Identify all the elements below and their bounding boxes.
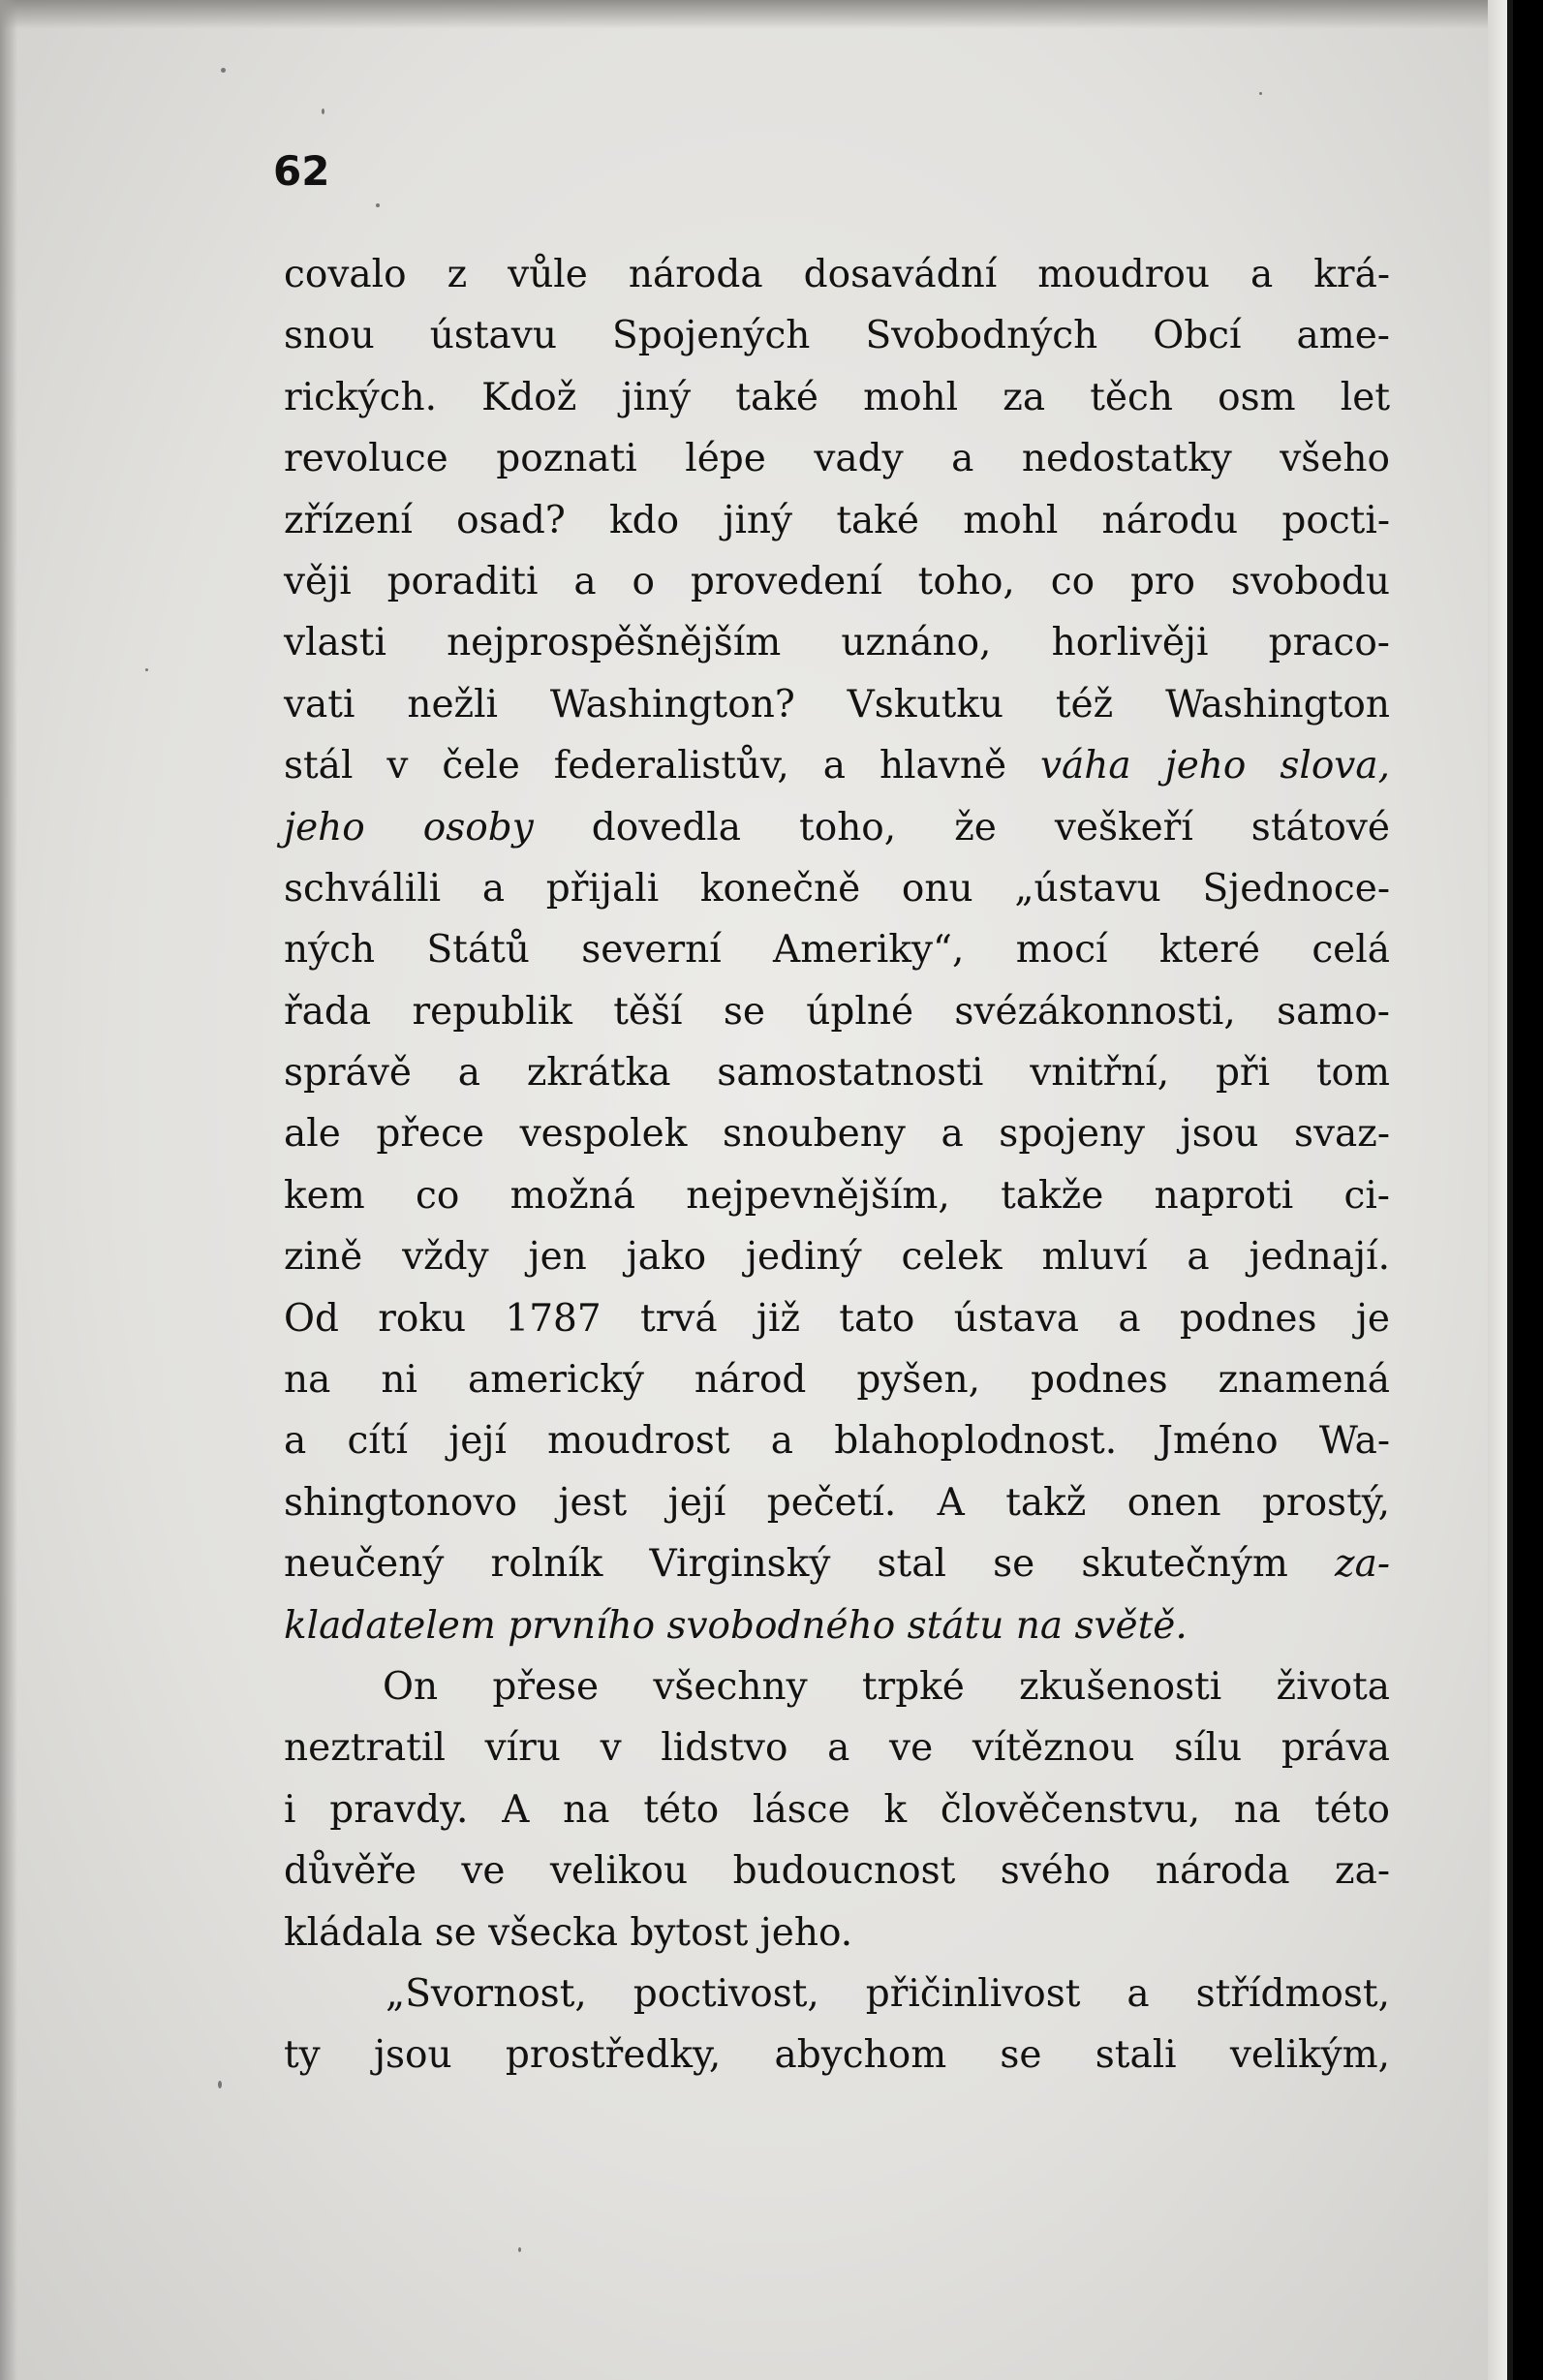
text-line [284,919,1390,980]
text-run: ale přece vespolek snoubeny a spojeny jsou svaz- [284,1112,1390,1157]
scan-speck [221,68,226,73]
text-line [284,1288,1390,1349]
text-run: kem co možná nejpevnějším, takže naproti ci- [284,1173,1390,1218]
text-run: Od roku 1787 trvá již tato ústava a podnes je [284,1296,1390,1341]
scan-left-shadow [0,0,17,2380]
text-line [284,1410,1390,1471]
text-line [284,858,1390,919]
text-line [284,1165,1390,1226]
text-line [284,1656,1390,1717]
text-line [284,1226,1390,1287]
text-run: „Svornost, poctivost, přičinlivost a střídmost, [386,1971,1390,2016]
text-run: covalo z vůle národa dosavádní moudrou a krá- [284,253,1390,296]
text-line [284,490,1390,551]
text-run: důvěře ve velikou budoucnost svého národa za- [284,1849,1390,1894]
text-run: On přese všechny trpké zkušenosti života [383,1664,1390,1709]
scan-right-border [1513,0,1543,2380]
italic-text: za- [1335,1542,1390,1587]
text-run: věji poraditi a o provedení toho, co pro svobodu [284,559,1390,603]
text-line [284,1902,1390,1963]
text-run: neučený rolník Virginský stal se skutečným [284,1542,1336,1587]
text-run: schválili a přijali konečně onu „ústavu Sjednoce- [284,866,1390,911]
scan-speck [218,2081,222,2088]
scan-speck [322,108,324,114]
scan-speck [518,2247,521,2252]
text-run: zině vždy jen jako jediný celek mluví a jednají. [284,1235,1390,1280]
text-line [284,1349,1390,1410]
text-line [284,1963,1390,2025]
text-run: na ni americký národ pyšen, podnes znamená [284,1358,1390,1403]
text-line [284,305,1390,366]
text-line [284,428,1390,489]
text-line [284,981,1390,1042]
text-run: kládala se všecka bytost jeho. [284,1910,853,1955]
text-line [284,244,1390,305]
text-line [284,1103,1390,1164]
scan-speck [145,668,148,671]
text-run: stál v čele federalistův, a hlavně [284,744,1040,788]
text-line [284,1717,1390,1778]
text-run: rických. Kdož jiný také mohl za těch osm let [284,375,1390,419]
text-run: a cítí její moudrost a blahoplodnost. Jméno Wa- [284,1419,1390,1464]
text-run: vati nežli Washington? Vskutku též Washington [284,682,1390,726]
text-line [284,551,1390,612]
text-line [284,674,1390,735]
text-run: zřízení osad? kdo jiný také mohl národu pocti- [284,498,1390,542]
text-line [284,735,1390,796]
text-line [284,1779,1390,1840]
scan-top-shadow [0,0,1528,29]
text-run: ných Států severní Ameriky“, mocí které celá [284,928,1390,973]
text-line [284,1595,1390,1656]
text-run: shingtonovo jest její pečetí. A takž onen prostý, [284,1480,1390,1525]
text-run: vlasti nejprospěšnějším uznáno, horlivěji praco- [284,621,1390,665]
text-run: ty jsou prostředky, abychom se stali velikým, [284,2033,1390,2078]
text-line [284,797,1390,858]
text-line [284,367,1390,428]
text-run: řada republik těší se úplné svézákonnosti, samo- [284,989,1390,1034]
text-line [284,1472,1390,1533]
scan-speck [1259,92,1262,95]
text-run: i pravdy. A na této lásce k člověčenstvu, na této [284,1787,1390,1832]
text-line [284,1042,1390,1103]
text-run: snou ústavu Spojených Svobodných Obcí ame- [284,314,1390,358]
body-text [284,244,1390,2086]
text-line [284,612,1390,673]
text-run: správě a zkrátka samostatnosti vnitřní, při tom [284,1051,1390,1096]
text-run: neztratil víru v lidstvo a ve vítěznou sílu práva [284,1726,1390,1771]
text-run: dovedla toho, že veškeří státové [533,805,1391,850]
text-line [284,1533,1390,1594]
text-line [284,1840,1390,1901]
scan-speck [376,203,380,207]
italic-text: váha jeho slova, [1040,744,1390,788]
italic-text: jeho osoby [284,805,534,850]
italic-text: kladatelem prvního svobodného státu na světě. [284,1603,1188,1648]
text-line [284,2025,1390,2086]
page-number: 62 [273,147,330,195]
text-run: revoluce poznati lépe vady a nedostatky všeho [284,437,1390,481]
